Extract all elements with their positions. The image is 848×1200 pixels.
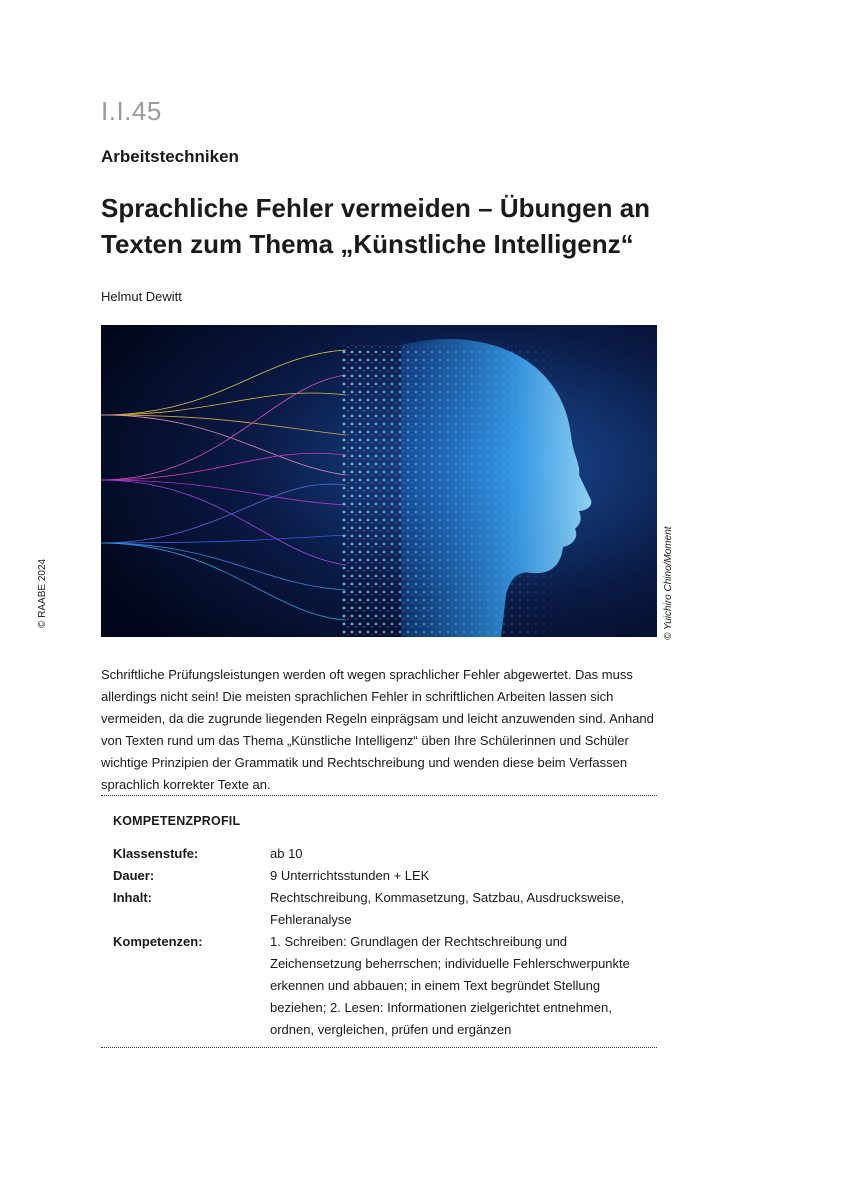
title-line-1: Sprachliche Fehler vermeiden – Übungen an — [101, 193, 651, 223]
divider-top — [101, 795, 657, 796]
section-label: Arbeitstechniken — [101, 147, 239, 166]
copyright-notice: © RAABE 2024 — [37, 558, 48, 628]
profile-value: ab 10 — [270, 846, 303, 861]
ai-head-image — [101, 325, 657, 637]
profile-label: Klassenstufe: — [113, 846, 199, 861]
profile-row — [113, 865, 643, 887]
profile-label: Kompetenzen: — [113, 934, 203, 949]
profile-value: 1. Schreiben: Grundlagen der Rechtschreibung und Zeichensetzung beherrschen; individuelle Fehlerschwerpunkte erkennen und abbauen; in einem Text begründet Stellung beziehen; 2. Lesen: Informationen zielgerichtet entnehmen, ordnen, vergleichen, prüfen und ergänzen — [270, 934, 630, 1037]
page-title — [101, 190, 721, 262]
profile-heading: KOMPETENZPROFIL — [113, 814, 241, 828]
image-credit: © Yuichiro Chino/Moment — [663, 526, 674, 640]
profile-value: Rechtschreibung, Kommasetzung, Satzbau, Ausdrucksweise, Fehleranalyse — [270, 890, 625, 927]
profile-label: Inhalt: — [113, 890, 152, 905]
divider-bottom — [101, 1047, 657, 1048]
profile-label: Dauer: — [113, 868, 155, 883]
profile-row — [113, 887, 643, 931]
competence-profile — [113, 843, 643, 1041]
profile-row — [113, 843, 643, 865]
intro-paragraph: Schriftliche Prüfungsleistungen werden oft wegen sprachlicher Fehler abgewertet. Das muss allerdings nicht sein! Die meisten sprachlichen Fehler in schriftlichen Arbeiten lassen sich vermeiden, da die zugrunde liegenden Regeln einprägsam und leicht anzuwenden sind. Anhand von Texten rund um das Thema „Künstliche Intelligenz“ üben Ihre Schülerinnen und Schüler wichtige Prinzipien der Grammatik und Rechtschreibung und wenden diese beim Verfassen sprachlich korrekter Texte an. — [101, 667, 654, 792]
profile-row — [113, 931, 643, 1041]
profile-value: 9 Unterrichtsstunden + LEK — [270, 868, 430, 883]
material-code: I.I.45 — [101, 96, 162, 126]
author-name: Helmut Dewitt — [101, 289, 182, 304]
title-line-2: Texten zum Thema „Künstliche Intelligenz“ — [101, 229, 634, 259]
